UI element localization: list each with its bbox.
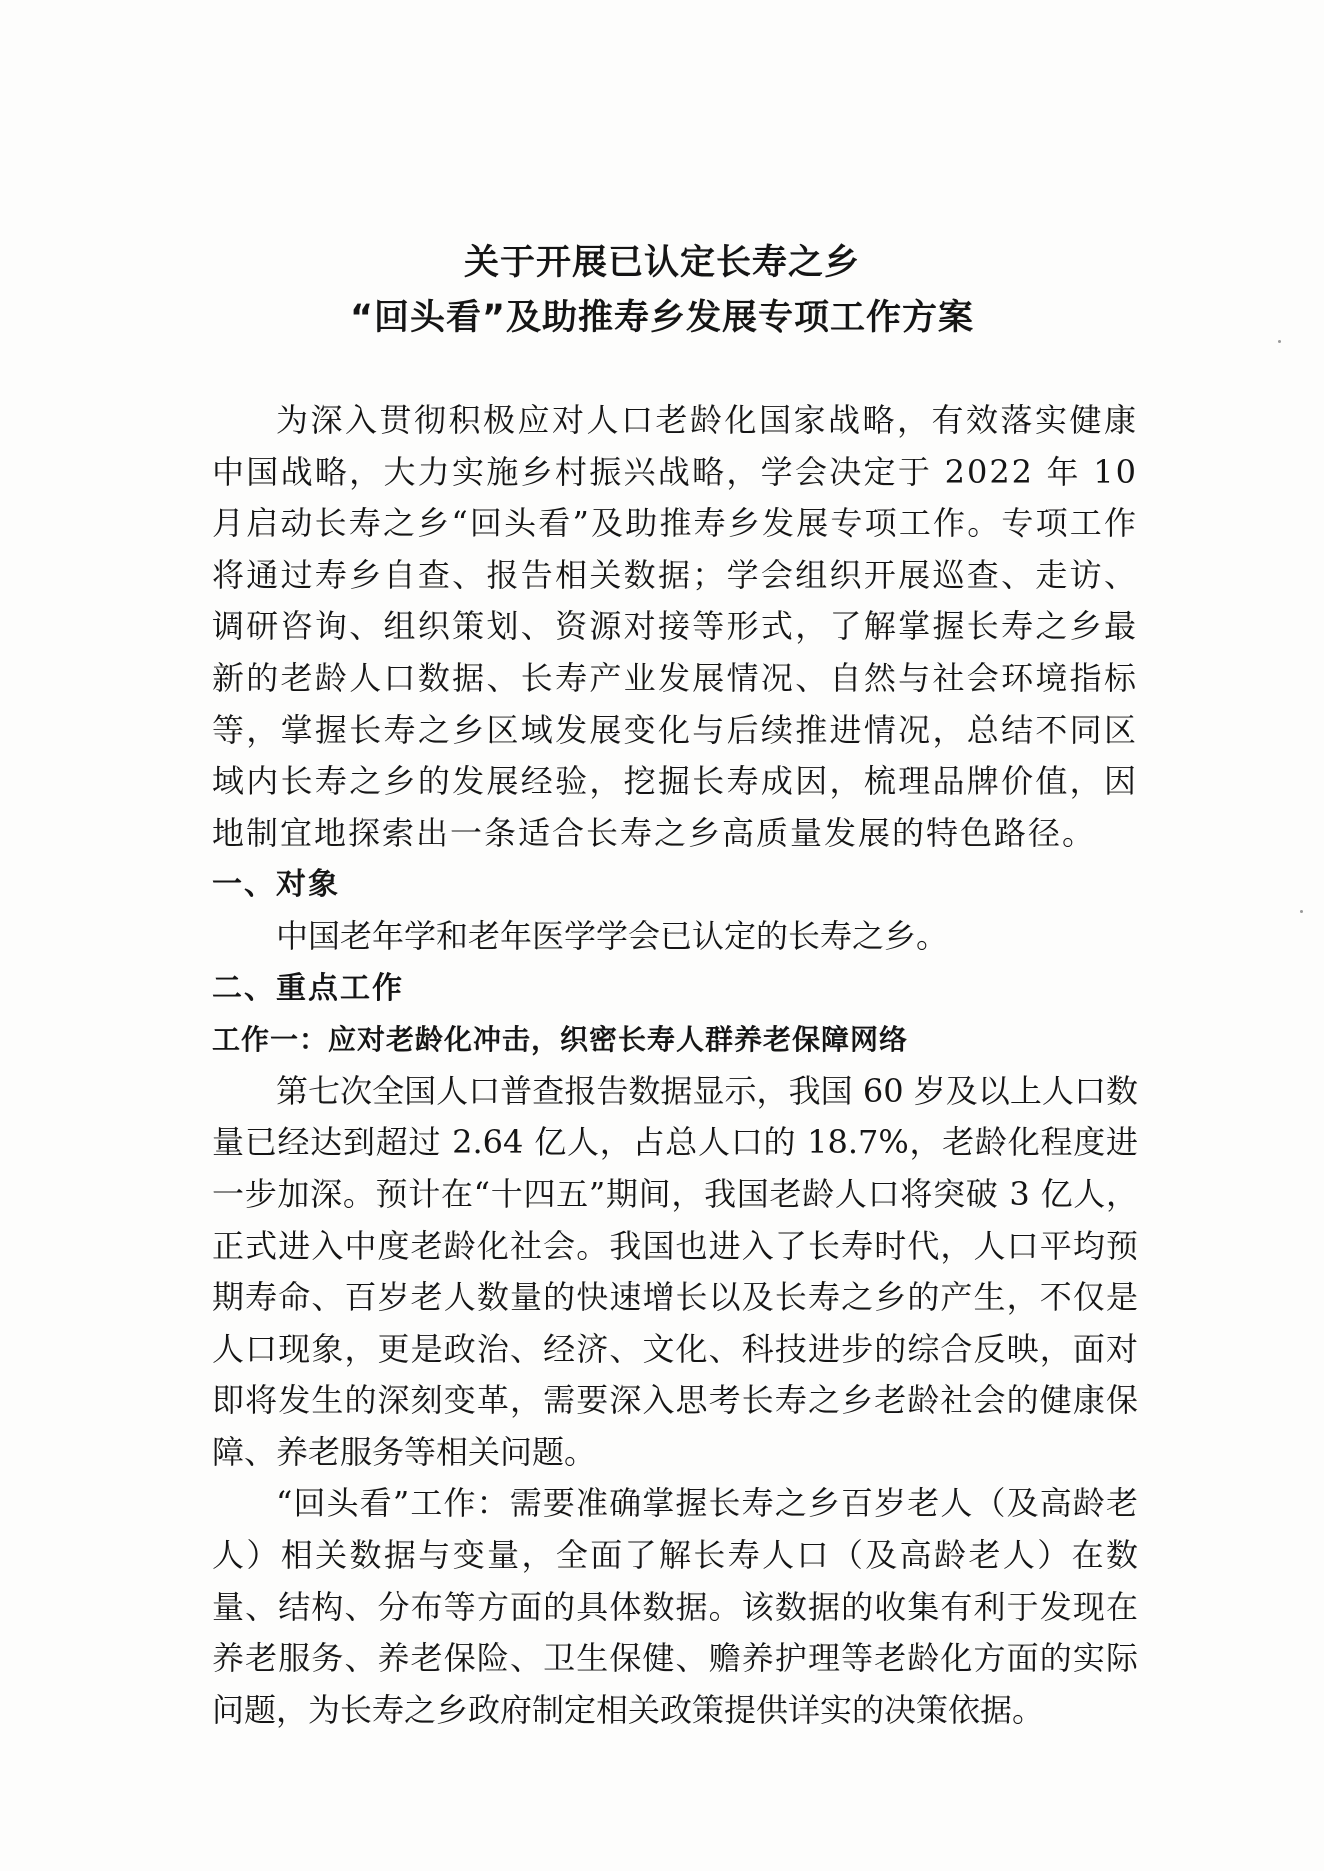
- section-heading-key-work: 二、重点工作: [212, 970, 404, 1006]
- document-title-line1: 关于开展已认定长寿之乡: [463, 243, 860, 283]
- work-one-paragraph-1: 第七次全国人口普查报告数据显示，我国 60 岁及以上人口数量已经达到超过 2.64 亿人，占总人口的 18.7%，老龄化程度进一步加深。预计在“十四五”期间，我国老龄人口将突破 3 亿人，正式进入中度老龄化社会。我国也进入了长寿时代，人口平均预期寿命、百岁老人数量的快速增长以及长寿之乡的产生，不仅是人口现象，更是政治、经济、文化、科技进步的综合反映，面对即将发生的深刻变革，需要深入思考长寿之乡老龄社会的健康保障、养老服务等相关问题。: [212, 1071, 1138, 1471]
- section-objects-text: 中国老年学和老年医学学会已认定的长寿之乡。: [276, 916, 949, 955]
- document-body: [212, 395, 1138, 1736]
- intro-paragraph: 为深入贯彻积极应对人口老龄化国家战略，有效落实健康中国战略，大力实施乡村振兴战略，学会决定于 2022 年 10 月启动长寿之乡“回头看”及助推寿乡发展专项工作。专项工作将通过寿乡自查、报告相关数据；学会组织开展巡查、走访、调研咨询、组织策划、资源对接等形式，了解掌握长寿之乡最新的老龄人口数据、长寿产业发展情况、自然与社会环境指标等，掌握长寿之乡区域发展变化与后续推进情况，总结不同区域内长寿之乡的发展经验，挖掘长寿成因，梳理品牌价值，因地制宜地探索出一条适合长寿之乡高质量发展的特色路径。: [212, 401, 1138, 852]
- document-title-line2: “回头看”及助推寿乡发展专项工作方案: [349, 298, 974, 338]
- scan-speck: [1278, 340, 1281, 343]
- scan-speck: [1300, 910, 1303, 913]
- section-heading-objects: 一、对象: [212, 867, 340, 903]
- work-one-heading: 工作一：应对老龄化冲击，织密长寿人群养老保障网络: [212, 1023, 909, 1057]
- work-one-paragraph-2: “回头看”工作：需要准确掌握长寿之乡百岁老人（及高龄老人）相关数据与变量，全面了解长寿人口（及高龄老人）在数量、结构、分布等方面的具体数据。该数据的收集有利于发现在养老服务、养老保险、卫生保健、赡养护理等老龄化方面的实际问题，为长寿之乡政府制定相关政策提供详实的决策依据。: [212, 1484, 1138, 1729]
